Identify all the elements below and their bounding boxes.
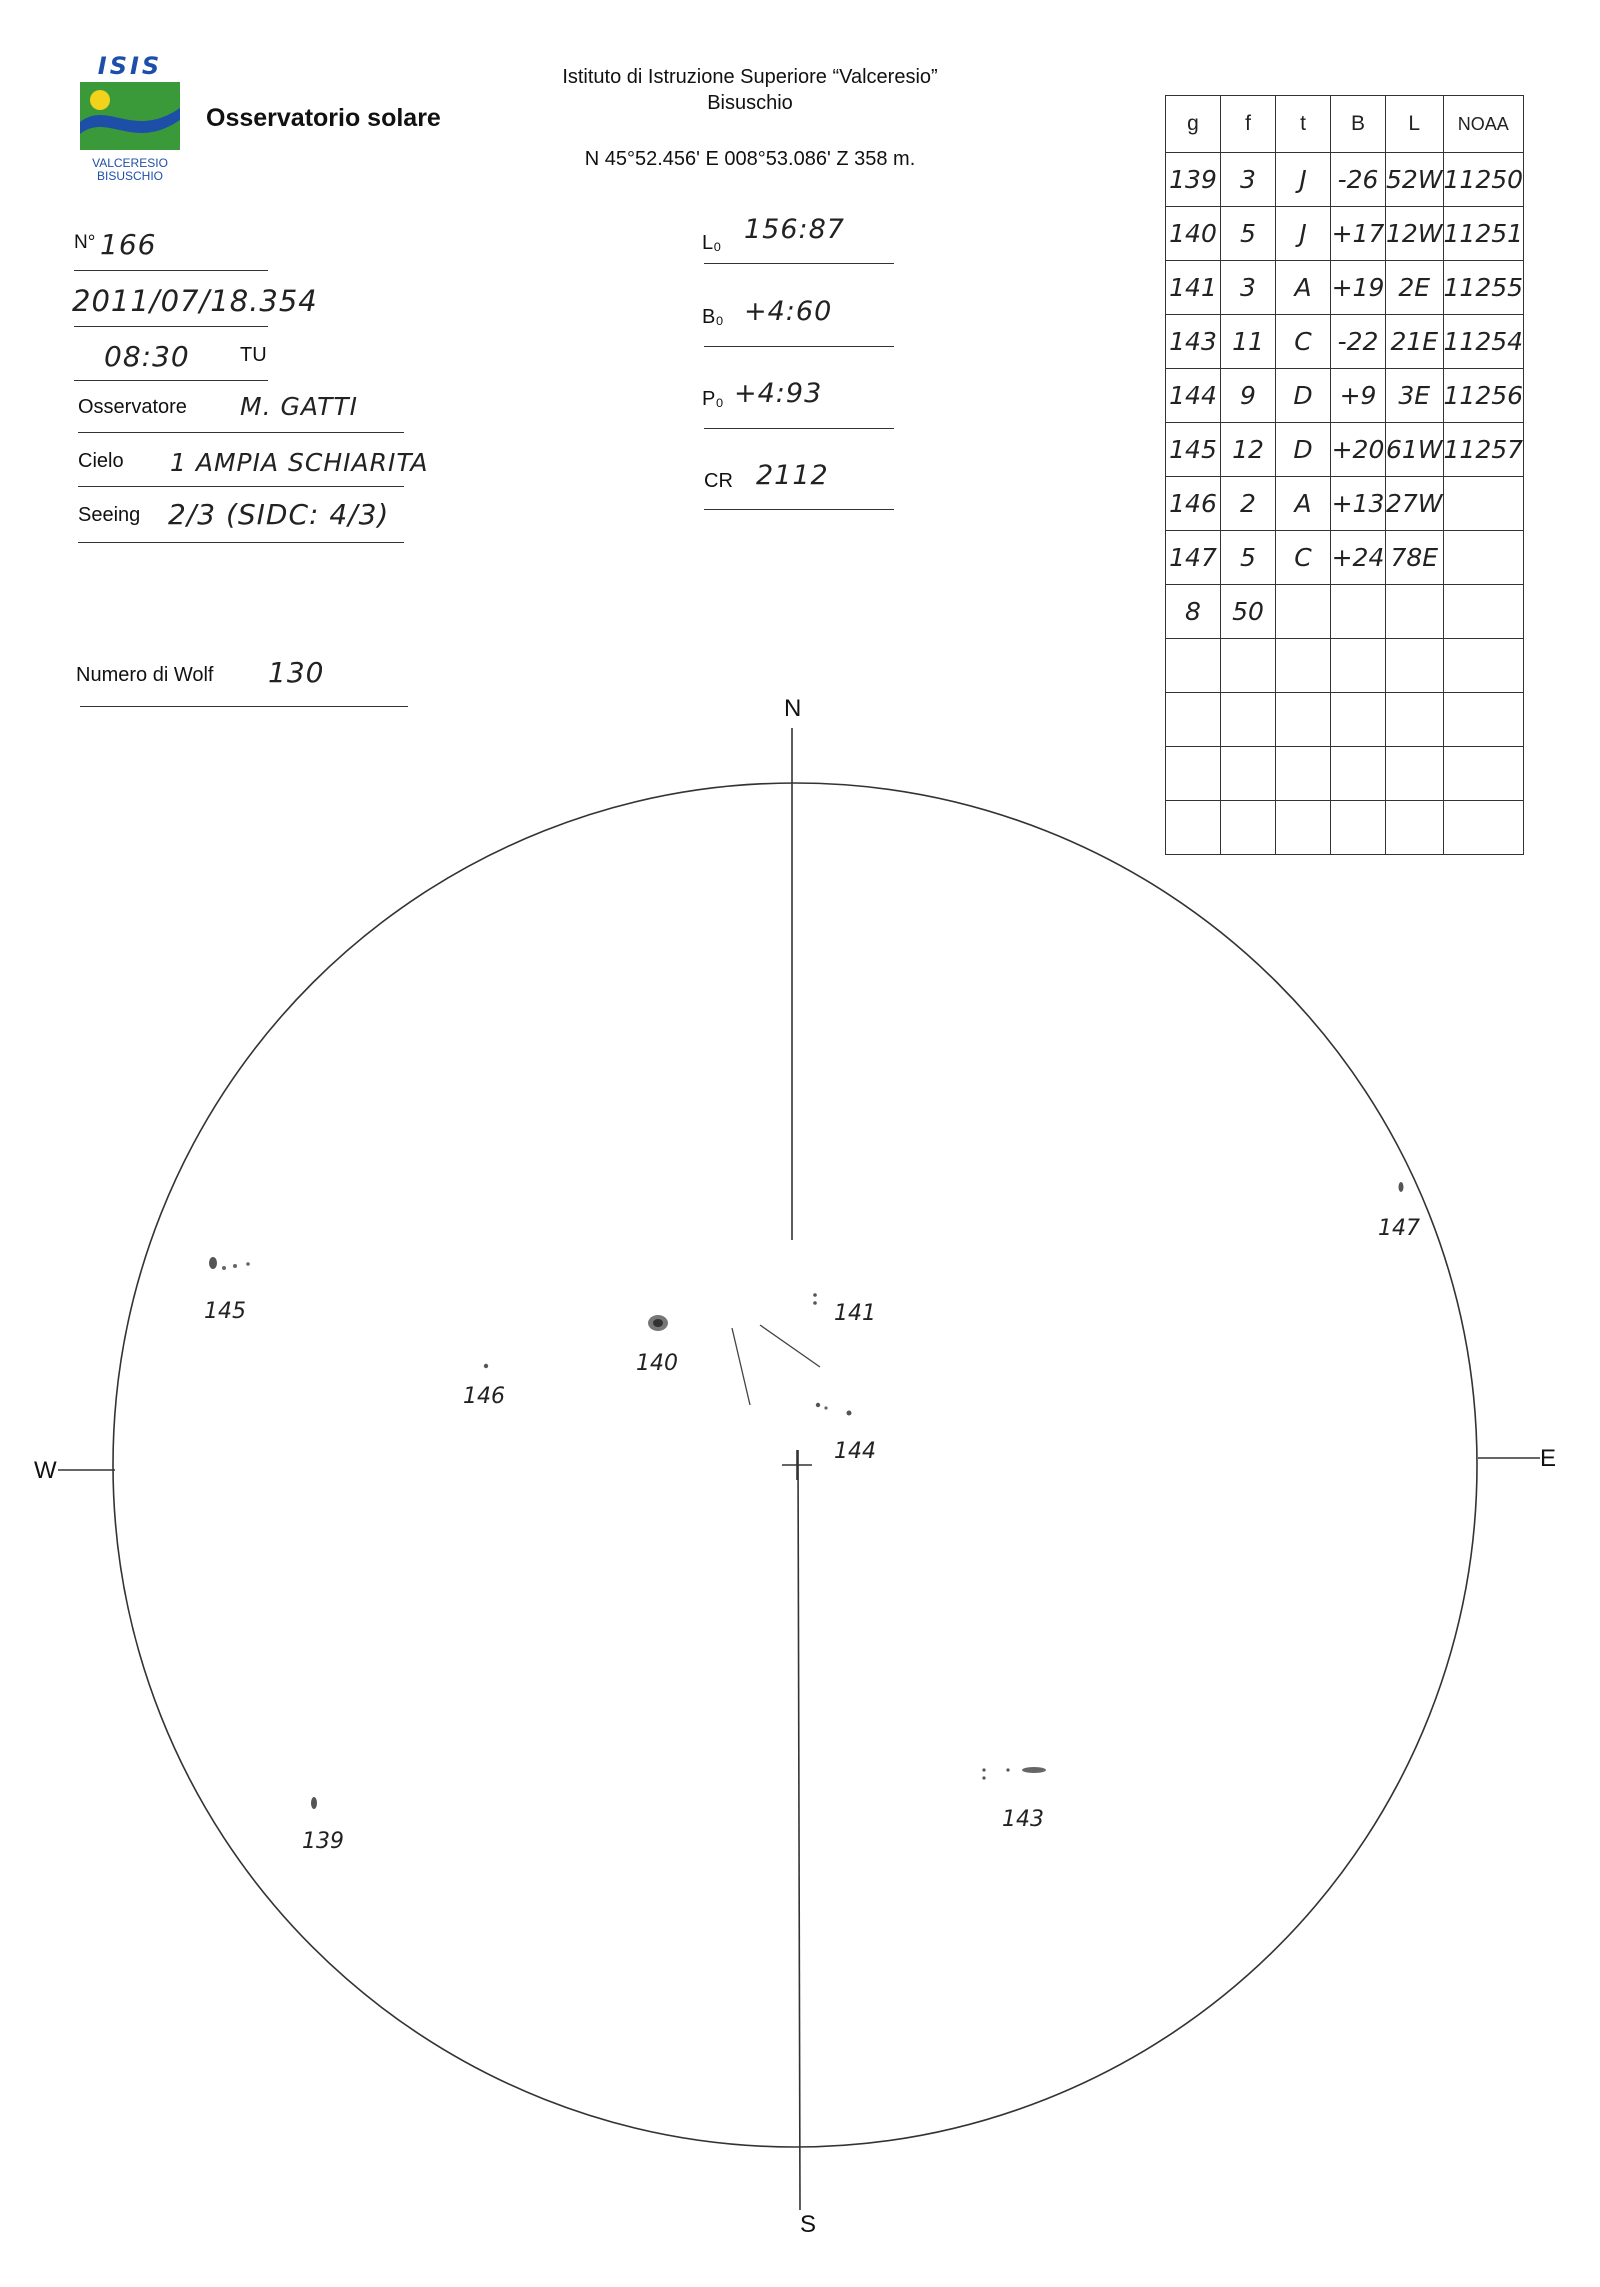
table-cell: +20: [1331, 423, 1386, 477]
table-cell: 52W: [1386, 153, 1444, 207]
table-cell: 8: [1166, 585, 1221, 639]
table-cell: 27W: [1386, 477, 1444, 531]
b0-label: B₀: [702, 306, 724, 328]
table-header-cell: t: [1276, 96, 1331, 153]
table-cell: +17: [1331, 207, 1386, 261]
table-cell: +19: [1331, 261, 1386, 315]
table-cell: +9: [1331, 369, 1386, 423]
wolf-value: 130: [268, 656, 325, 689]
table-cell: 3: [1221, 153, 1276, 207]
table-cell: 12W: [1386, 207, 1444, 261]
table-cell: 143: [1166, 315, 1221, 369]
sky-value: 1 AMPIA SCHIARITA: [170, 448, 429, 477]
group-144-spots: [816, 1403, 852, 1416]
south-label: S: [800, 2211, 817, 2238]
table-cell: A: [1276, 477, 1331, 531]
group-label-139: 139: [302, 1829, 344, 1854]
b0-value: +4:60: [744, 296, 833, 327]
logo-sub-line1: VALCERESIO: [92, 156, 168, 170]
table-cell: C: [1276, 531, 1331, 585]
seeing-value: 2/3 (SIDC: 4/3): [168, 498, 390, 531]
group-label-141: 141: [834, 1301, 876, 1326]
south-axis-line: [798, 1450, 800, 2210]
group-143-spots: [982, 1767, 1046, 1780]
table-cell: 145: [1166, 423, 1221, 477]
table-cell: 21E: [1386, 315, 1444, 369]
l0-label: L₀: [702, 232, 722, 254]
table-cell: J: [1276, 153, 1331, 207]
observer-label: Osservatore: [78, 396, 187, 418]
observer-value: M. GATTI: [240, 392, 359, 421]
table-cell: D: [1276, 423, 1331, 477]
observatory-title: Osservatorio solare: [206, 104, 441, 132]
time-unit: TU: [240, 344, 267, 366]
group-label-145: 145: [204, 1299, 246, 1324]
logo-word: ISIS: [97, 52, 163, 80]
group-145-spots: [209, 1257, 250, 1270]
logo-sub-line2: BISUSCHIO: [96, 169, 163, 183]
table-cell: 144: [1166, 369, 1221, 423]
table-header-cell: L: [1386, 96, 1444, 153]
p0-value: +4:93: [734, 378, 823, 409]
north-label: N: [784, 695, 802, 722]
institute-line1: Istituto di Istruzione Superiore “Valceresio”: [562, 66, 938, 88]
table-cell: 50: [1221, 585, 1276, 639]
table-cell: 141: [1166, 261, 1221, 315]
table-header-cell: g: [1166, 96, 1221, 153]
group-139-spots: [311, 1797, 317, 1809]
group-label-147: 147: [1378, 1216, 1420, 1241]
table-cell: -22: [1331, 315, 1386, 369]
table-cell: 140: [1166, 207, 1221, 261]
table-cell: 9: [1221, 369, 1276, 423]
table-cell: 3: [1221, 261, 1276, 315]
cr-label: CR: [704, 470, 733, 492]
time-value: 08:30: [104, 340, 190, 373]
table-header-cell: f: [1221, 96, 1276, 153]
table-cell: 12: [1221, 423, 1276, 477]
table-cell: 3E: [1386, 369, 1444, 423]
group-140-spots: [648, 1315, 668, 1331]
table-cell: 146: [1166, 477, 1221, 531]
group-146-spots: [484, 1364, 488, 1368]
l0-value: 156:87: [744, 214, 845, 245]
group-147-spots: [1399, 1182, 1404, 1192]
group-label-144: 144: [834, 1439, 876, 1464]
table-header-cell: B: [1331, 96, 1386, 153]
site-coordinates: N 45°52.456' E 008°53.086' Z 358 m.: [584, 148, 916, 170]
table-cell: A: [1276, 261, 1331, 315]
direction-mark-a: [760, 1325, 820, 1367]
table-cell: 11250: [1443, 153, 1524, 207]
number-label: N°: [74, 232, 96, 253]
sky-label: Cielo: [78, 450, 124, 472]
table-cell: -26: [1331, 153, 1386, 207]
table-cell: 11254: [1443, 315, 1524, 369]
seeing-label: Seeing: [78, 504, 141, 526]
group-label-143: 143: [1002, 1807, 1044, 1832]
table-cell: 11256: [1443, 369, 1524, 423]
table-cell: 5: [1221, 207, 1276, 261]
west-label: W: [34, 1457, 57, 1484]
table-cell: 61W: [1386, 423, 1444, 477]
east-label: E: [1540, 1445, 1557, 1472]
institute-line2: Bisuschio: [707, 92, 793, 114]
group-label-146: 146: [463, 1384, 505, 1409]
table-cell: 11251: [1443, 207, 1524, 261]
cr-value: 2112: [756, 460, 829, 491]
wolf-label: Numero di Wolf: [76, 664, 214, 686]
table-cell: C: [1276, 315, 1331, 369]
table-cell: 2E: [1386, 261, 1444, 315]
table-cell: 78E: [1386, 531, 1444, 585]
table-cell: 147: [1166, 531, 1221, 585]
table-cell: D: [1276, 369, 1331, 423]
table-cell: 11257: [1443, 423, 1524, 477]
table-cell: 5: [1221, 531, 1276, 585]
table-cell: J: [1276, 207, 1331, 261]
table-cell: 11: [1221, 315, 1276, 369]
direction-mark-b: [732, 1328, 750, 1405]
group-label-140: 140: [636, 1351, 678, 1376]
group-141-spots: [813, 1293, 817, 1305]
date-value: 2011/07/18.354: [72, 284, 318, 318]
table-cell: 11255: [1443, 261, 1524, 315]
number-value: 166: [100, 228, 157, 261]
table-cell: +24: [1331, 531, 1386, 585]
table-cell: 2: [1221, 477, 1276, 531]
table-cell: 139: [1166, 153, 1221, 207]
table-cell: +13: [1331, 477, 1386, 531]
p0-label: P₀: [702, 388, 724, 410]
table-header-cell: NOAA: [1443, 96, 1524, 153]
